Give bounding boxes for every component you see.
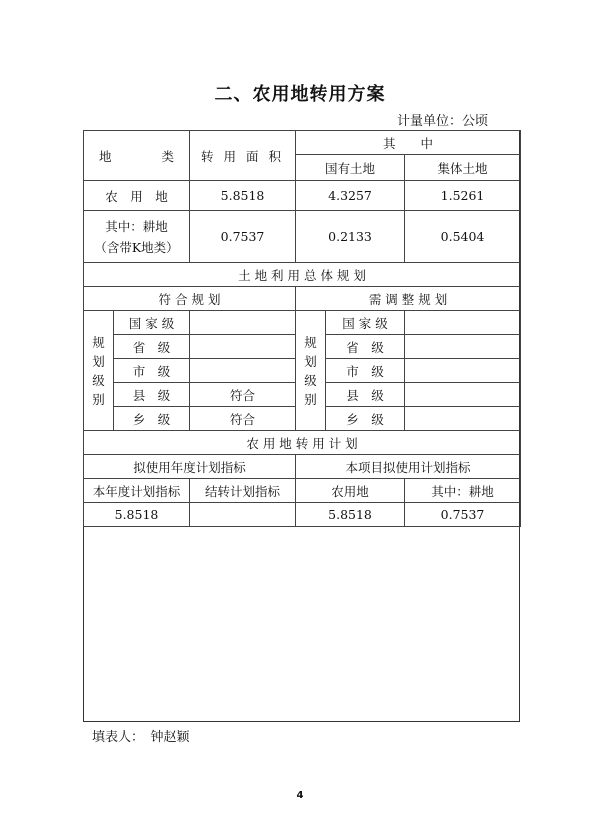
row-state: 0.2133 [296, 211, 405, 263]
adjust-township [405, 407, 521, 431]
plan-section-title: 土 地 利 用 总 体 规 划 [84, 263, 521, 287]
row-label-line1: 其中：耕地 [105, 218, 168, 234]
page-number: 4 [296, 790, 304, 801]
farmland-header: 农用地 [296, 479, 405, 503]
header-state-land: 国有土地 [296, 155, 405, 181]
row-label-line2: （含带K地类） [94, 239, 179, 255]
table-row [84, 181, 521, 211]
adjust-plan-header: 需 调 整 规 划 [296, 287, 521, 311]
row-label: 农 用 地 [84, 181, 190, 211]
adjust-city [405, 359, 521, 383]
level-province: 省 级 [114, 335, 190, 359]
header-category: 地 类 [84, 131, 190, 181]
level-county: 县 级 [326, 383, 405, 407]
level-national: 国 家 级 [326, 311, 405, 335]
filled-by: 填表人： 钟赵颖 [92, 730, 190, 745]
level-label-right: 规 划 级 别 [296, 311, 326, 431]
carry-over-value [190, 503, 296, 527]
row-state: 4.3257 [296, 181, 405, 211]
farmland-value: 5.8518 [296, 503, 405, 527]
level-label-left: 规 划 级 别 [84, 311, 114, 431]
current-year-value: 5.8518 [84, 503, 190, 527]
level-national: 国 家 级 [114, 311, 190, 335]
carry-over-header: 结转计划指标 [190, 479, 296, 503]
header-area: 转 用 面 积 [190, 131, 296, 181]
level-township: 乡 级 [326, 407, 405, 431]
page-title: 二、农用地转用方案 [214, 84, 386, 105]
level-city: 市 级 [326, 359, 405, 383]
cultivated-value: 0.7537 [405, 503, 521, 527]
compliant-province [190, 335, 296, 359]
compliant-city [190, 359, 296, 383]
compliant-national [190, 311, 296, 335]
row-area: 0.7537 [190, 211, 296, 263]
current-year-header: 本年度计划指标 [84, 479, 190, 503]
table-row [84, 211, 521, 263]
conversion-table [83, 130, 521, 527]
row-collective: 0.5404 [405, 211, 521, 263]
project-index-header: 本项目拟使用计划指标 [296, 455, 521, 479]
measurement-unit: 计量单位：公顷 [396, 114, 488, 129]
adjust-national [405, 311, 521, 335]
header-of-which: 其 中 [296, 131, 521, 155]
row-collective: 1.5261 [405, 181, 521, 211]
level-county: 县 级 [114, 383, 190, 407]
adjust-province [405, 335, 521, 359]
level-city: 市 级 [114, 359, 190, 383]
header-collective-land: 集体土地 [405, 155, 521, 181]
level-province: 省 级 [326, 335, 405, 359]
compliant-township: 符合 [190, 407, 296, 431]
level-township: 乡 级 [114, 407, 190, 431]
annual-index-header: 拟使用年度计划指标 [84, 455, 296, 479]
row-area: 5.8518 [190, 181, 296, 211]
adjust-county [405, 383, 521, 407]
conversion-plan-title: 农 用 地 转 用 计 划 [84, 431, 521, 455]
row-label [84, 211, 190, 263]
compliant-county: 符合 [190, 383, 296, 407]
cultivated-header: 其中：耕地 [405, 479, 521, 503]
compliant-plan-header: 符 合 规 划 [84, 287, 296, 311]
